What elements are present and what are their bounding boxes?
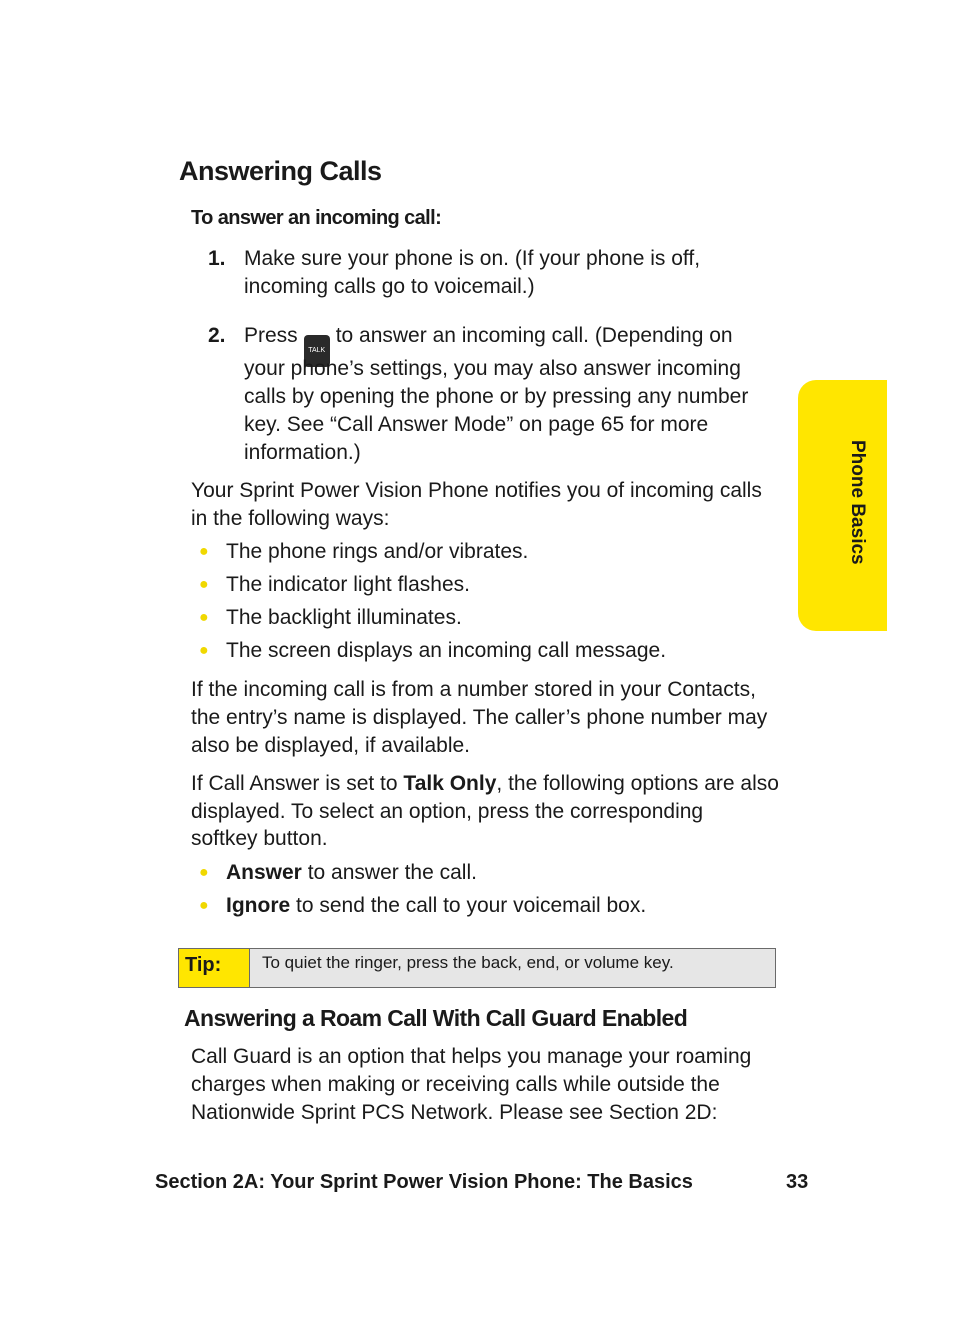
bullet-icon: ● — [199, 576, 209, 593]
option-name: Answer — [226, 861, 302, 884]
section-heading: Answering a Roam Call With Call Guard Enabled — [184, 1005, 688, 1031]
step-text: incoming calls go to voicemail.) — [244, 275, 535, 298]
bullet-icon: ● — [199, 864, 209, 881]
bullet-icon: ● — [199, 543, 209, 560]
page-title: Answering Calls — [179, 156, 382, 186]
paragraph-line: charges when making or receiving calls while outside the — [191, 1073, 720, 1096]
option-text: to send the call to your voicemail box. — [290, 894, 647, 917]
setting-name: Talk Only — [403, 772, 497, 795]
bullet-icon: ● — [199, 642, 209, 659]
list-item: The backlight illuminates. — [226, 606, 462, 629]
step-text: information.) — [244, 441, 361, 464]
option-text: to answer the call. — [301, 861, 477, 884]
list-item — [226, 859, 477, 887]
talk-key-icon: TALK — [304, 335, 330, 367]
paragraph-line: displayed. To select an option, press the corresponding — [191, 800, 704, 823]
section-tab — [798, 380, 887, 631]
paragraph-line: Call Guard is an option that helps you manage your roaming — [191, 1045, 752, 1068]
section-tab-label: Phone Basics — [847, 440, 868, 565]
page-number: 33 — [786, 1171, 809, 1193]
paragraph-line: softkey button. — [191, 827, 328, 850]
step-text: your phone’s settings, you may also answer incoming — [244, 357, 741, 380]
step-number: 2. — [208, 324, 226, 347]
step-text-post: to answer an incoming call. (Depending on — [335, 324, 733, 347]
procedure-heading: To answer an incoming call: — [191, 207, 442, 229]
list-item — [226, 892, 646, 920]
para-text: , the following options are also — [496, 772, 779, 795]
paragraph-line: If the incoming call is from a number stored in your Contacts, — [191, 678, 756, 701]
paragraph-line: the entry’s name is displayed. The caller’s phone number may — [191, 706, 768, 729]
paragraph-line: Nationwide Sprint PCS Network. Please see Section 2D: — [191, 1101, 718, 1124]
list-item: The phone rings and/or vibrates. — [226, 540, 529, 563]
tip-text: To quiet the ringer, press the back, end, or volume key. — [262, 953, 674, 972]
paragraph-line: in the following ways: — [191, 507, 390, 530]
step-number: 1. — [208, 247, 226, 270]
paragraph-line: also be displayed, if available. — [191, 734, 471, 757]
footer-section: Section 2A: Your Sprint Power Vision Phone: The Basics — [155, 1171, 693, 1193]
paragraph-line: Your Sprint Power Vision Phone notifies you of incoming calls — [191, 479, 762, 502]
step-text: key. See “Call Answer Mode” on page 65 for more — [244, 413, 709, 436]
paragraph-line — [191, 770, 779, 798]
step-text: Make sure your phone is on. (If your phone is off, — [244, 247, 701, 270]
option-name: Ignore — [226, 894, 291, 917]
bullet-icon: ● — [199, 897, 209, 914]
tip-label: Tip: — [179, 949, 250, 987]
step-text: calls by opening the phone or by pressing any number — [244, 385, 749, 408]
list-item: The indicator light flashes. — [226, 573, 470, 596]
step-text-pre: Press — [244, 324, 298, 347]
tip-box — [178, 948, 776, 988]
para-text: If Call Answer is set to — [191, 772, 404, 795]
bullet-icon: ● — [199, 609, 209, 626]
list-item: The screen displays an incoming call message. — [226, 639, 667, 662]
